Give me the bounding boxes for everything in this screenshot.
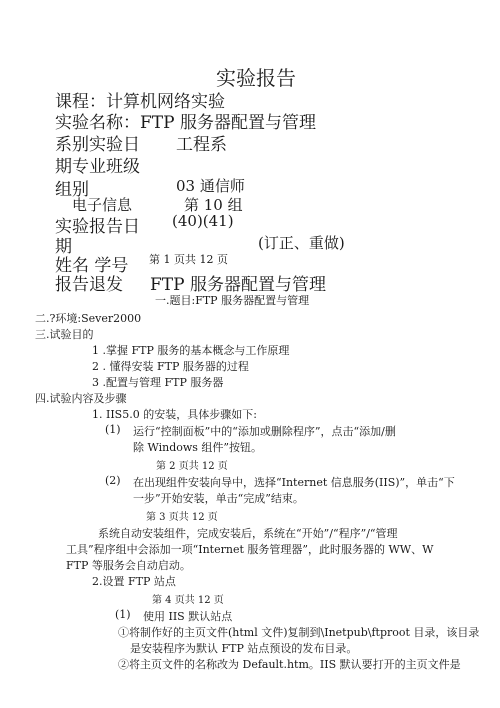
purpose-item-2: 2 . 懂得安装 FTP 服务器的过程 (92, 360, 249, 373)
page-number-4: 第 4 页共 12 页 (152, 595, 224, 606)
purpose-item-3: 3 .配置与管理 FTP 服务器 (92, 376, 224, 389)
substep-1-number: (1) (115, 608, 131, 621)
page-number-1: 第 1 页共 12 页 (149, 253, 228, 266)
step-1-text-a: 运行“控制面板”中的“添加或删除程序”，点击“添加/删 (133, 425, 396, 438)
experiment-name-line: 实验名称：FTP 服务器配置与管理 (55, 113, 316, 133)
section-2-heading: 二.?环境:Sever2000 (35, 312, 142, 325)
step-2-number: (2) (105, 474, 121, 487)
paragraph-line-c: FTP 等服务会自动启动。 (66, 559, 191, 572)
subsection-ftp-site: 2.设置 FTP 站点 (92, 575, 176, 588)
circled-2-line: ②将主页文件的名称改为 Default.htm。IIS 默认要打开的主页文件是 (118, 658, 461, 671)
step-1-number: (1) (105, 423, 121, 436)
circled-1-line-a: ①将制作好的主页文件(html 文件)复制到\Inetpub\ftproot 目录，该目录 (118, 626, 480, 639)
document-title: 实验报告 (216, 66, 296, 90)
info-line-10-right: FTP 服务器配置与管理 (150, 275, 326, 295)
step-2-text-a: 在出现组件安装向导中，选择“Internet 信息服务(IIS)”，单击“下 (133, 476, 455, 489)
substep-1-text: 使用 IIS 默认站点 (143, 610, 233, 623)
page-number-3: 第 3 页共 12 页 (146, 512, 218, 523)
info-line-7-left: 实验报告日 (55, 217, 140, 237)
subsection-iis-install: 1. IIS5.0 的安装，具体步骤如下: (92, 408, 257, 421)
info-line-10-left: 报告退发 (55, 275, 123, 295)
step-2-text-b: 一步”开始安装，单击“完成”结束。 (133, 492, 304, 505)
step-1-text-b: 除 Windows 组件”按钮。 (133, 441, 263, 454)
info-line-3-right: 工程系 (176, 135, 227, 155)
info-line-9-left: 姓名 学号 (55, 256, 129, 276)
section-3-heading: 三.试验目的 (35, 328, 94, 341)
paragraph-line-a: 系统自动安装组件，完成安装后，系统在“开始”/“程序”/“管理 (98, 527, 398, 540)
section-4-heading: 四.试验内容及步骤 (35, 392, 127, 405)
info-line-5-right: 03 通信师 (176, 177, 245, 195)
info-line-5-left: 组别 (55, 180, 89, 200)
section-1-heading: 一.题目:FTP 服务器配置与管理 (155, 294, 310, 307)
info-line-4-left: 期专业班级 (55, 157, 140, 177)
course-line: 课程：计算机网络实验 (55, 92, 225, 112)
info-line-6-left: 电子信息 (72, 196, 133, 214)
info-line-8-left: 期 (55, 237, 72, 257)
info-line-8-right: (订正、重做) (258, 234, 345, 252)
info-line-7-right: (40)(41) (172, 212, 234, 230)
paragraph-line-b: 工具”程序组中会添加一项“Internet 服务管理器”，此时服务器的 WW、W (66, 543, 434, 556)
info-line-3-left: 系别实验日 (55, 135, 140, 155)
circled-1-line-b: 是安装程序为默认 FTP 站点预设的发布目录。 (130, 642, 358, 655)
page-number-2: 第 2 页共 12 页 (156, 461, 228, 472)
info-line-6-right: 第 10 组 (184, 196, 243, 214)
purpose-item-1: 1 .掌握 FTP 服务的基本概念与工作原理 (92, 344, 290, 357)
